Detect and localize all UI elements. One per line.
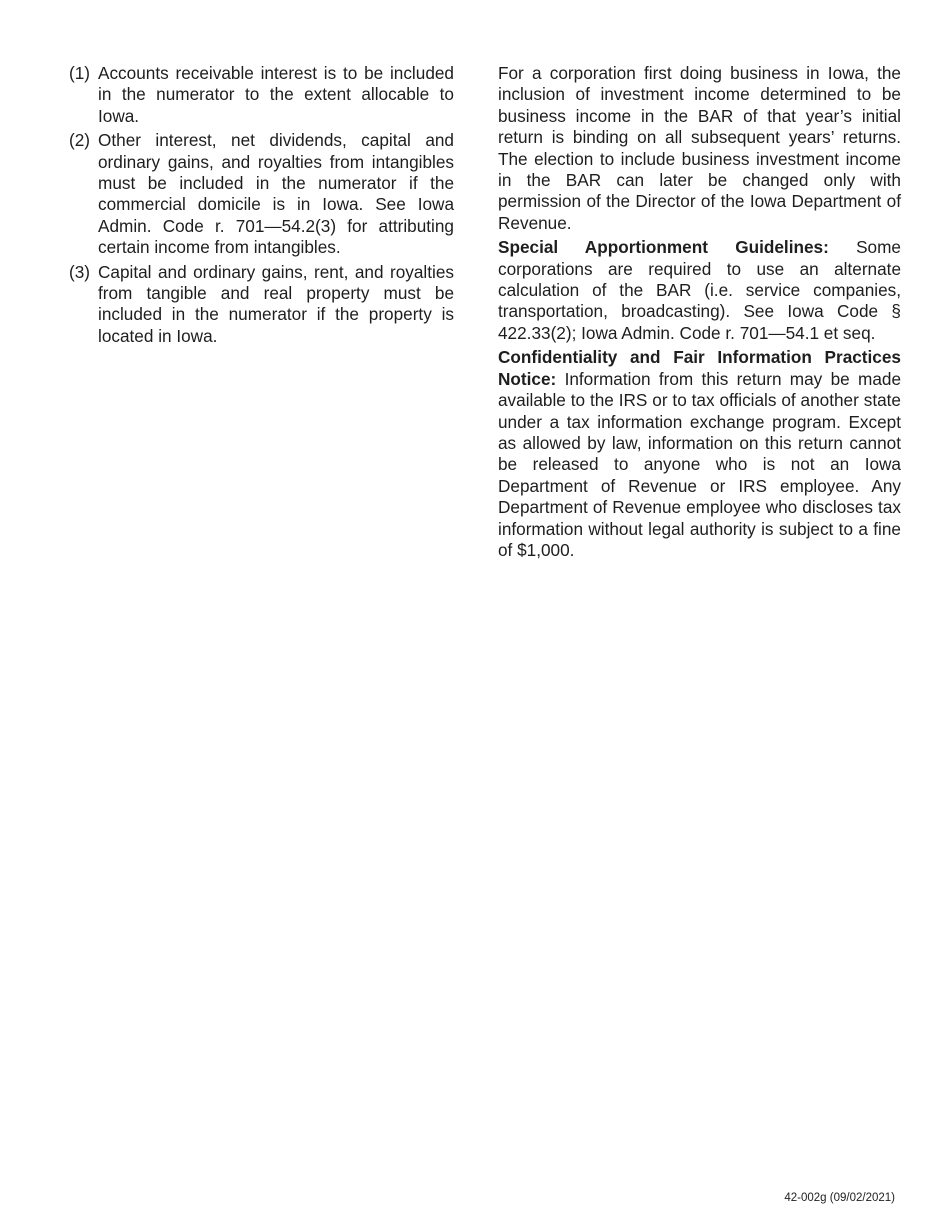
list-item [69,130,454,258]
list-item-number: (1) [69,63,91,83]
confidentiality-paragraph [498,347,901,561]
list-item-text: Accounts receivable interest is to be included in the numerator to the extent allocable to Iowa. [98,63,454,126]
list-item-number: (3) [69,261,91,282]
list-item-text: Capital and ordinary gains, rent, and royalties from tangible and real property must be included in the numerator if the property is located in Iowa. [98,261,454,346]
list-item [69,262,454,348]
list-item [69,63,454,127]
confidentiality-text: Information from this return may be made available to the IRS or to tax officials of another state under a tax information exchange program. Except as allowed by law, information on this return cannot be released to anyone who is not an Iowa Department of Revenue or IRS employee. Any Department of Revenue employee who discloses tax information without legal authority is subject to a fine of $1,000. [498,368,901,560]
form-id: 42-002g (09/02/2021) [784,1192,895,1204]
special-apportionment-text: Some corporations are required to use an alternate calculation of the BAR (i.e. service companies, transportation, broadcasting). See Iowa Code § 422.33(2); Iowa Admin. Code r. 701—54.1 et seq. [498,237,901,343]
investment-income-paragraph: For a corporation first doing business in Iowa, the inclusion of investment income determined to be business income in the BAR of that year’s initial return is binding on all subsequent years’ returns. The election to include business investment income in the BAR can later be changed only with permission of the Director of the Iowa Department of Revenue. [498,63,901,233]
list-item-text: Other interest, net dividends, capital and ordinary gains, and royalties from intangibles must be included in the numerator if the commercial domicile is in Iowa. See Iowa Admin. Code r. 701—54.2(3) for attributing certain income from intangibles. [98,130,454,258]
list-item-number: (2) [69,130,91,151]
special-apportionment-heading: Special Apportionment Guidelines: [498,237,829,258]
confidentiality-heading: Confidentiality and Fair Information Practices Notice: [498,347,901,389]
special-apportionment-paragraph [498,237,901,344]
left-column [69,63,454,350]
right-column [498,63,901,564]
